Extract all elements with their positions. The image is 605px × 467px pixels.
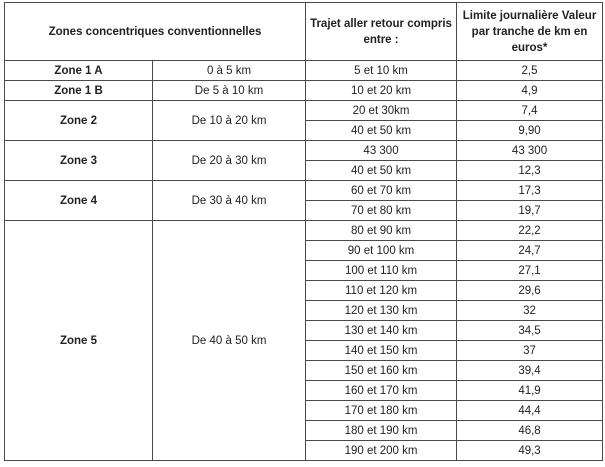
trajet-cell: 140 et 150 km (306, 341, 457, 361)
trajet-cell: 180 et 190 km (306, 421, 457, 441)
table-row (5, 221, 603, 241)
valeur-cell: 49,3 (457, 441, 603, 461)
trajet-cell: 60 et 70 km (306, 181, 457, 201)
zone-range: De 10 à 20 km (153, 101, 306, 141)
trajet-cell: 5 et 10 km (306, 61, 457, 81)
zone-name: Zone 1 B (5, 81, 153, 101)
valeur-cell: 19,7 (457, 201, 603, 221)
trajet-cell: 100 et 110 km (306, 261, 457, 281)
header-limite: Limite journalière Valeur par tranche de km en euros* (457, 3, 603, 61)
valeur-cell: 44,4 (457, 401, 603, 421)
valeur-cell: 22,2 (457, 221, 603, 241)
valeur-cell: 29,6 (457, 281, 603, 301)
trajet-cell: 40 et 50 km (306, 161, 457, 181)
zone-name: Zone 4 (5, 181, 153, 221)
trajet-cell: 80 et 90 km (306, 221, 457, 241)
valeur-cell: 7,4 (457, 101, 603, 121)
trajet-cell: 20 et 30km (306, 101, 457, 121)
valeur-cell: 9,90 (457, 121, 603, 141)
valeur-cell: 41,9 (457, 381, 603, 401)
trajet-cell: 160 et 170 km (306, 381, 457, 401)
zone-range: 0 à 5 km (153, 61, 306, 81)
trajet-cell: 43 300 (306, 141, 457, 161)
valeur-cell: 12,3 (457, 161, 603, 181)
trajet-cell: 110 et 120 km (306, 281, 457, 301)
valeur-cell: 39,4 (457, 361, 603, 381)
valeur-cell: 46,8 (457, 421, 603, 441)
valeur-cell: 37 (457, 341, 603, 361)
zone-name: Zone 5 (5, 221, 153, 461)
trajet-cell: 70 et 80 km (306, 201, 457, 221)
zone-range: De 30 à 40 km (153, 181, 306, 221)
table-row (5, 81, 603, 101)
zone-name: Zone 3 (5, 141, 153, 181)
valeur-cell: 27,1 (457, 261, 603, 281)
header-trajet: Trajet aller retour compris entre : (306, 3, 457, 61)
trajet-cell: 190 et 200 km (306, 441, 457, 461)
valeur-cell: 43 300 (457, 141, 603, 161)
header-row (5, 3, 603, 61)
trajet-cell: 10 et 20 km (306, 81, 457, 101)
valeur-cell: 4,9 (457, 81, 603, 101)
zone-name: Zone 2 (5, 101, 153, 141)
valeur-cell: 24,7 (457, 241, 603, 261)
trajet-cell: 90 et 100 km (306, 241, 457, 261)
table-row (5, 101, 603, 121)
zone-range: De 20 à 30 km (153, 141, 306, 181)
trajet-cell: 40 et 50 km (306, 121, 457, 141)
zone-range: De 40 à 50 km (153, 221, 306, 461)
table-body (5, 61, 603, 461)
header-zones: Zones concentriques conventionnelles (5, 3, 306, 61)
zone-range: De 5 à 10 km (153, 81, 306, 101)
table-row (5, 181, 603, 201)
trajet-cell: 150 et 160 km (306, 361, 457, 381)
trajet-cell: 170 et 180 km (306, 401, 457, 421)
valeur-cell: 32 (457, 301, 603, 321)
table-row (5, 141, 603, 161)
zone-name: Zone 1 A (5, 61, 153, 81)
trajet-cell: 130 et 140 km (306, 321, 457, 341)
table-row (5, 61, 603, 81)
zones-table (4, 2, 603, 461)
valeur-cell: 17,3 (457, 181, 603, 201)
valeur-cell: 2,5 (457, 61, 603, 81)
valeur-cell: 34,5 (457, 321, 603, 341)
trajet-cell: 120 et 130 km (306, 301, 457, 321)
